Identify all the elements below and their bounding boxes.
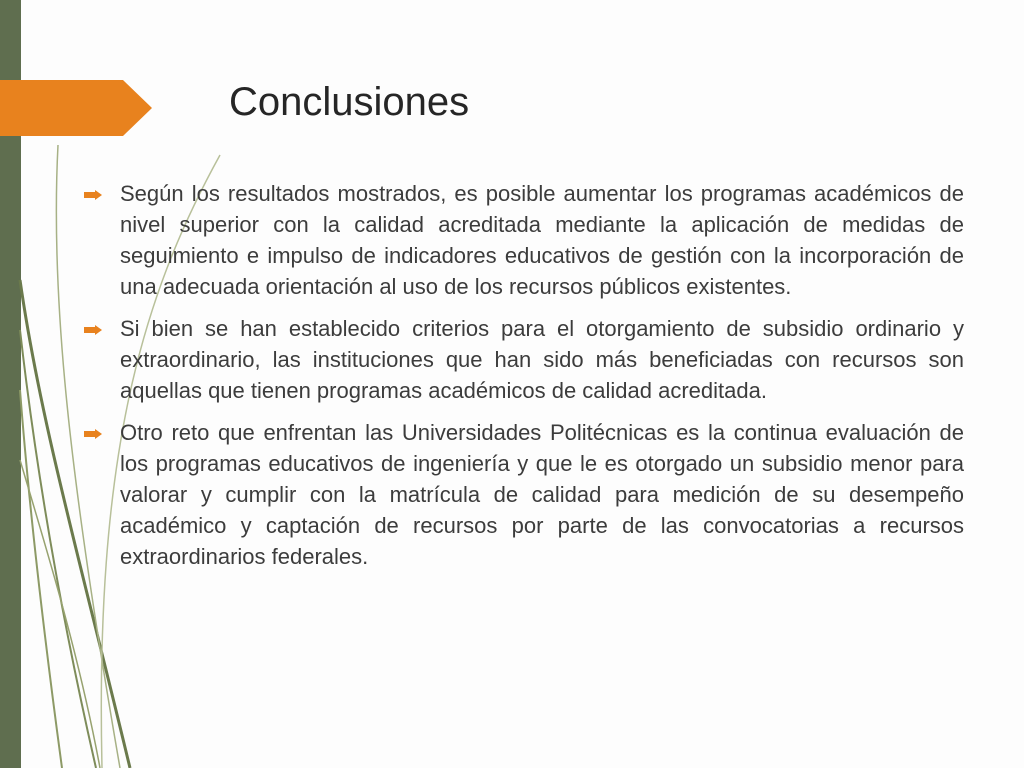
bullet-text: Según los resultados mostrados, es posible aumentar los programas académicos de nivel superior con la calidad acreditada mediante la aplicación de medidas de seguimiento e impulso de indicadores educativos de gestión con la incorporación de una adecuada orientación al uso de los recursos públicos existentes. bbox=[120, 181, 964, 299]
bullet-text: Otro reto que enfrentan las Universidades Politécnicas es la continua evaluación de los programas educativos de ingeniería y que le es otorgado un subsidio menor para valorar y cumplir con la matrícula de calidad para medición de su desempeño académico y captación de recursos por parte de las convocatorias a recursos extraordinarios federales. bbox=[120, 420, 964, 569]
arrow-bullet-icon bbox=[84, 325, 102, 335]
bullet-list bbox=[84, 178, 964, 583]
bullet-text: Si bien se han establecido criterios para el otorgamiento de subsidio ordinario y extraordinario, las instituciones que han sido más beneficiadas con recursos son aquellas que tienen programas académicos de calidad acreditada. bbox=[120, 316, 964, 403]
arrow-bullet-icon bbox=[84, 190, 102, 200]
title-accent-tab bbox=[0, 80, 152, 136]
bullet-item bbox=[84, 178, 964, 302]
bullet-item bbox=[84, 313, 964, 406]
bullet-item bbox=[84, 417, 964, 572]
arrow-bullet-icon bbox=[84, 429, 102, 439]
slide-title: Conclusiones bbox=[229, 80, 470, 124]
